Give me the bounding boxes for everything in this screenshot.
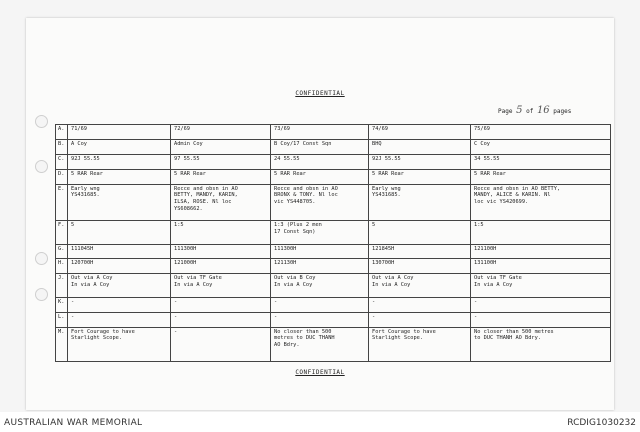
table-cell: 5 RAR Rear — [369, 169, 471, 184]
punch-hole — [35, 252, 48, 265]
page-number: 5 — [516, 105, 523, 116]
table-cell: Out via A Coy In via A Coy — [68, 274, 171, 297]
table-cell: 5 RAR Rear — [271, 169, 369, 184]
table-cell: 75/69 — [471, 125, 611, 140]
table-cell: 72/69 — [171, 125, 271, 140]
table-cell: 130700H — [369, 259, 471, 274]
row-label: K. — [56, 297, 68, 312]
table-cell: 34 55.55 — [471, 154, 611, 169]
table-cell: 24 55.55 — [271, 154, 369, 169]
table-cell: 71/69 — [68, 125, 171, 140]
row-label: J. — [56, 274, 68, 297]
page-label: Page — [498, 108, 513, 115]
row-label: C. — [56, 154, 68, 169]
table-cell: 111300H — [271, 244, 369, 259]
row-label: L. — [56, 312, 68, 327]
table-cell: Recce and obsn in AO BETTY, MANDY, KARIN, ILSA, ROSE. Nl loc YS608662. — [171, 184, 271, 220]
page-total: 16 — [536, 105, 550, 116]
punch-hole — [35, 115, 48, 128]
page-suffix: pages — [553, 108, 572, 115]
table-cell: 1:3 (Plus 2 men 17 Const Sqn) — [271, 221, 369, 244]
page-of: of — [526, 108, 534, 115]
table-cell: BHQ — [369, 139, 471, 154]
table-row — [56, 274, 611, 297]
table-cell: 111045H — [68, 244, 171, 259]
table-cell: 5 RAR Rear — [68, 169, 171, 184]
row-label: M. — [56, 327, 68, 361]
table-row — [56, 184, 611, 220]
table-row — [56, 154, 611, 169]
table-cell: 92J 55.55 — [369, 154, 471, 169]
table-cell: No closer than 500 metres to DUC THANH AO Bdry. — [271, 327, 369, 361]
table-cell: 74/69 — [369, 125, 471, 140]
archive-name: AUSTRALIAN WAR MEMORIAL — [4, 418, 143, 428]
table-cell: No closer than 500 metres to DUC THANH AO Bdry. — [471, 327, 611, 361]
row-label: G. — [56, 244, 68, 259]
table-cell: - — [68, 312, 171, 327]
table-cell: - — [271, 297, 369, 312]
table-row — [56, 221, 611, 244]
table-cell: 121845H — [369, 244, 471, 259]
row-label: H. — [56, 259, 68, 274]
table-cell: 92J 55.55 — [68, 154, 171, 169]
table-cell: - — [171, 312, 271, 327]
row-label: F. — [56, 221, 68, 244]
table-cell: 131100H — [471, 259, 611, 274]
table-cell: Admin Coy — [171, 139, 271, 154]
table-cell: Out via TF Gate In via A Coy — [171, 274, 271, 297]
table-cell: 5 — [68, 221, 171, 244]
table-cell: Fort Courage to have Starlight Scope. — [369, 327, 471, 361]
table-cell: 121000H — [171, 259, 271, 274]
table-cell: - — [171, 297, 271, 312]
table-cell: 121130H — [271, 259, 369, 274]
archive-footer — [0, 412, 640, 432]
patrol-table — [55, 124, 611, 362]
page-number-line — [498, 105, 571, 116]
table-cell: Early wng YS431685. — [369, 184, 471, 220]
table-cell: Out via TF Gate In via A Coy — [471, 274, 611, 297]
table-cell: - — [369, 297, 471, 312]
table-cell: Fort Courage to have Starlight Scope. — [68, 327, 171, 361]
table-cell: B Coy/17 Const Sqn — [271, 139, 369, 154]
table-cell: 5 — [369, 221, 471, 244]
table-cell: 97 55.55 — [171, 154, 271, 169]
punch-hole — [35, 288, 48, 301]
table-row — [56, 139, 611, 154]
table-cell: - — [68, 297, 171, 312]
table-cell: - — [369, 312, 471, 327]
table-cell: 73/69 — [271, 125, 369, 140]
table-row — [56, 327, 611, 361]
table-cell: A Coy — [68, 139, 171, 154]
table-cell: 5 RAR Rear — [471, 169, 611, 184]
row-label: E. — [56, 184, 68, 220]
table-row — [56, 312, 611, 327]
table-cell: 111300H — [171, 244, 271, 259]
table-cell: 121100H — [471, 244, 611, 259]
table-row — [56, 125, 611, 140]
table-cell: Early wng YS431685. — [68, 184, 171, 220]
table-cell: Recce and obsn in AO BRONX & TONY. Nl loc vic YS448705. — [271, 184, 369, 220]
table-row — [56, 169, 611, 184]
table-row — [56, 297, 611, 312]
row-label: B. — [56, 139, 68, 154]
table-cell: Recce and obsn in AO BETTY, MANDY, ALICE & KARIN. Nl loc vic YS420699. — [471, 184, 611, 220]
table-cell: - — [171, 327, 271, 361]
table-cell: - — [471, 312, 611, 327]
classification-header: CONFIDENTIAL — [295, 90, 345, 97]
table-cell: Out via B Coy In via A Coy — [271, 274, 369, 297]
table-row — [56, 244, 611, 259]
punch-hole — [35, 160, 48, 173]
classification-footer: CONFIDENTIAL — [295, 369, 345, 376]
row-label: A. — [56, 125, 68, 140]
row-label: D. — [56, 169, 68, 184]
table-cell: 1:5 — [471, 221, 611, 244]
table-cell: 1:5 — [171, 221, 271, 244]
archive-reference: RCDIG1030232 — [567, 418, 636, 428]
table-row — [56, 259, 611, 274]
table-cell: - — [471, 297, 611, 312]
table-cell: 5 RAR Rear — [171, 169, 271, 184]
table-cell: Out via A Coy In via A Coy — [369, 274, 471, 297]
table-cell: C Coy — [471, 139, 611, 154]
table-cell: 120700H — [68, 259, 171, 274]
table-cell: - — [271, 312, 369, 327]
